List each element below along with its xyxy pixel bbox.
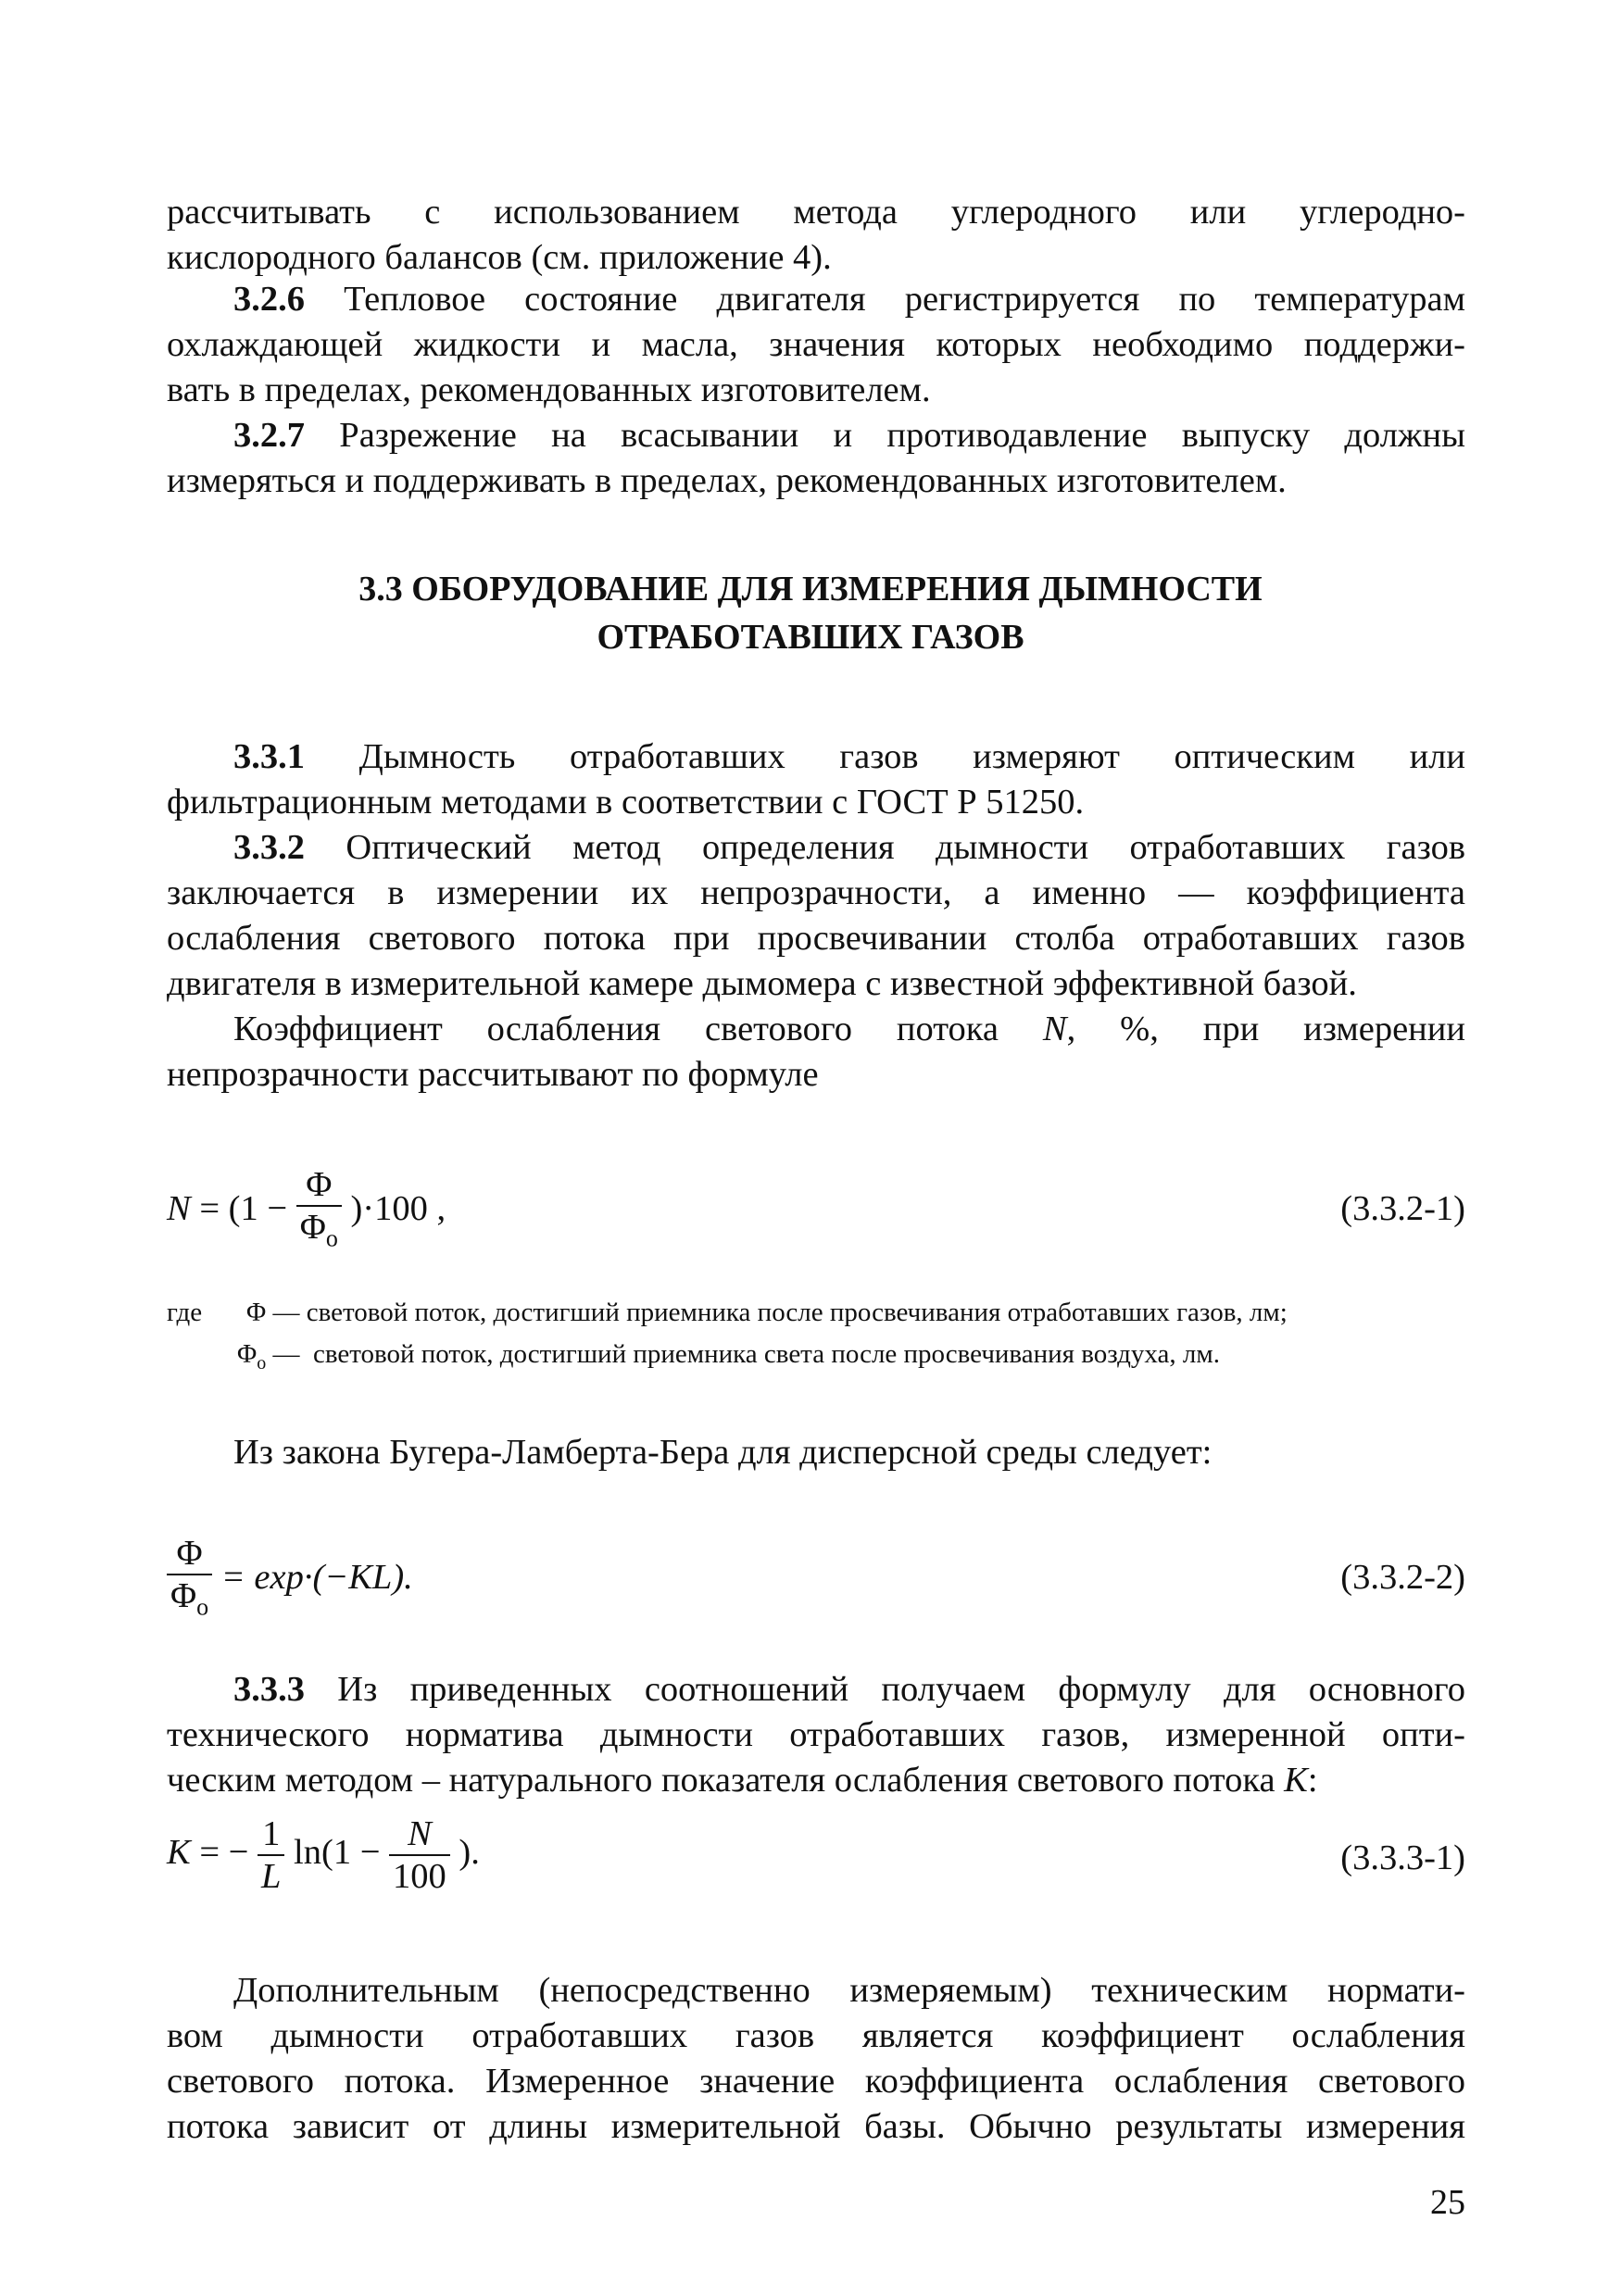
- formula-body: [167, 1164, 446, 1260]
- fraction: [389, 1813, 450, 1897]
- page-number: 25: [1430, 2183, 1465, 2222]
- section-heading: [0, 565, 1621, 661]
- text-line: кислородного балансов (см. приложение 4).: [167, 238, 832, 277]
- text-fragment: , %, при измерении: [1066, 1010, 1465, 1048]
- paragraph-coefficient: [167, 1007, 1465, 1098]
- formula-3-3-3-1: [167, 1813, 1465, 1915]
- formula-rest: = exp·(−KL).: [220, 1558, 413, 1598]
- denominator-symbol: Φ: [299, 1208, 326, 1247]
- text-line: потока зависит от длины измерительной базы. Обычно результаты измерения: [167, 2107, 1465, 2146]
- paragraph-3-3-3: [167, 1667, 1465, 1803]
- denominator-subscript: о: [325, 1224, 338, 1252]
- fraction-denominator: [296, 1207, 342, 1260]
- text-line: [167, 277, 1465, 322]
- legend-text: световой поток, достигший приемника после просвечивания отработавших газов, лм;: [306, 1298, 1288, 1327]
- text-fragment: Из приведенных соотношений получаем формулу для основного: [305, 1670, 1465, 1709]
- formula-number: (3.3.3-1): [1340, 1838, 1465, 1877]
- paragraph-3-2-6: [167, 277, 1465, 413]
- text-line: светового потока. Измеренное значение коэффициента ослабления светового: [167, 2062, 1465, 2101]
- fraction: [296, 1164, 342, 1260]
- text-line: вом дымности отработавших газов является коэффициент ослабления: [167, 2016, 1465, 2055]
- text-line: [167, 825, 1465, 871]
- fraction-numerator: Φ: [296, 1164, 342, 1207]
- paragraph-3-3-2: [167, 825, 1465, 1007]
- formula-number: (3.3.2-1): [1340, 1189, 1465, 1228]
- text-line: [167, 734, 1465, 780]
- legend-subscript: о: [257, 1352, 267, 1374]
- text-fragment: Тепловое состояние двигателя регистрируется по температурам: [305, 280, 1465, 319]
- legend-dash: —: [266, 1339, 300, 1369]
- text-fragment: Дымность отработавших газов измеряют оптическим или: [305, 737, 1465, 776]
- formula-eq: = −: [190, 1832, 249, 1872]
- formula-rest: )·100 ,: [350, 1189, 446, 1229]
- legend-symbol: Φ —: [246, 1298, 300, 1327]
- text-line: фильтрационным методами в соответствии с ГОСТ Р 51250.: [167, 783, 1085, 822]
- text-fragment: :: [1307, 1761, 1318, 1800]
- clause-number: 3.3.3: [233, 1670, 305, 1709]
- formula-body: [167, 1533, 413, 1628]
- text-line: вать в пределах, рекомендованных изготовителем.: [167, 370, 931, 409]
- formula-eq: = (1 −: [190, 1189, 288, 1229]
- fraction-numerator: 1: [258, 1813, 284, 1856]
- heading-line: 3.3 ОБОРУДОВАНИЕ ДЛЯ ИЗМЕРЕНИЯ ДЫМНОСТИ: [358, 570, 1263, 609]
- fraction-denominator: 100: [393, 1857, 446, 1896]
- fraction-denominator: L: [261, 1857, 282, 1896]
- symbol-legend: [167, 1292, 1465, 1385]
- legend-text: световой поток, достигший приемника света после просвечивания воздуха, лм.: [312, 1339, 1220, 1369]
- denominator-subscript: о: [196, 1593, 209, 1621]
- paragraph-continuation: [167, 190, 1465, 281]
- text-line: ослабления светового потока при просвечивании столба отработавших газов: [167, 919, 1465, 958]
- text-line: заключается в измерении их непрозрачности, а именно — коэффициента: [167, 873, 1465, 912]
- text-line: двигателя в измерительной камере дымомера с известной эффективной базой.: [167, 964, 1357, 1003]
- formula-lhs: K: [167, 1832, 191, 1872]
- fraction: [167, 1533, 212, 1628]
- text-fragment: Разрежение на всасывании и противодавление выпуску должны: [305, 416, 1465, 455]
- paragraph-3-3-1: [167, 734, 1465, 825]
- text-fragment: Оптический метод определения дымности отработавших газов: [305, 828, 1465, 867]
- paragraph-law: [233, 1430, 1465, 1475]
- text-line: измеряться и поддерживать в пределах, рекомендованных изготовителем.: [167, 461, 1287, 500]
- paragraph-3-2-7: [167, 413, 1465, 504]
- text-fragment: Коэффициент ослабления светового потока: [233, 1010, 1043, 1048]
- text-line: непрозрачности рассчитывают по формуле: [167, 1055, 819, 1094]
- paragraph-additional: [167, 1968, 1465, 2150]
- text-line: охлаждающей жидкости и масла, значения которых необходимо поддержи-: [167, 325, 1465, 364]
- formula-number: (3.3.2-2): [1340, 1558, 1465, 1597]
- clause-number: 3.3.2: [233, 828, 305, 867]
- text-line: технического норматива дымности отработавших газов, измеренной опти-: [167, 1715, 1465, 1754]
- fraction-denominator: [167, 1575, 212, 1628]
- variable-k: K: [1284, 1761, 1308, 1800]
- text-line: Из закона Бугера-Ламберта-Бера для дисперсной среды следует:: [233, 1433, 1213, 1472]
- clause-number: 3.3.1: [233, 737, 305, 776]
- text-fragment: ческим методом – натурального показателя ослабления светового потока: [167, 1761, 1285, 1800]
- variable-n: N: [1042, 1010, 1067, 1048]
- legend-symbol: Φ: [237, 1339, 258, 1369]
- formula-rest: ).: [459, 1832, 480, 1872]
- formula-lhs: N: [167, 1189, 191, 1229]
- text-line: [167, 1007, 1465, 1052]
- formula-3-3-2-2: [167, 1533, 1465, 1635]
- formula-3-3-2-1: [167, 1164, 1465, 1266]
- fraction: [258, 1813, 284, 1897]
- text-line: [167, 1758, 1465, 1803]
- clause-number: 3.2.7: [233, 416, 305, 455]
- legend-row: [167, 1334, 1465, 1385]
- legend-row: [167, 1292, 1465, 1334]
- text-line: Дополнительным (непосредственно измеряемым) техническим нормати-: [233, 1971, 1465, 2010]
- formula-body: [167, 1813, 480, 1897]
- clause-number: 3.2.6: [233, 280, 305, 319]
- text-line: [167, 413, 1465, 458]
- heading-line: ОТРАБОТАВШИХ ГАЗОВ: [597, 618, 1024, 657]
- text-line: рассчитывать с использованием метода углеродного или углеродно-: [167, 193, 1465, 232]
- text-line: [167, 1667, 1465, 1713]
- fraction-numerator: N: [389, 1813, 450, 1856]
- formula-mid: ln(1 −: [294, 1832, 381, 1872]
- denominator-symbol: Φ: [170, 1576, 197, 1615]
- where-word: где: [167, 1298, 203, 1327]
- fraction-numerator: Φ: [167, 1533, 212, 1575]
